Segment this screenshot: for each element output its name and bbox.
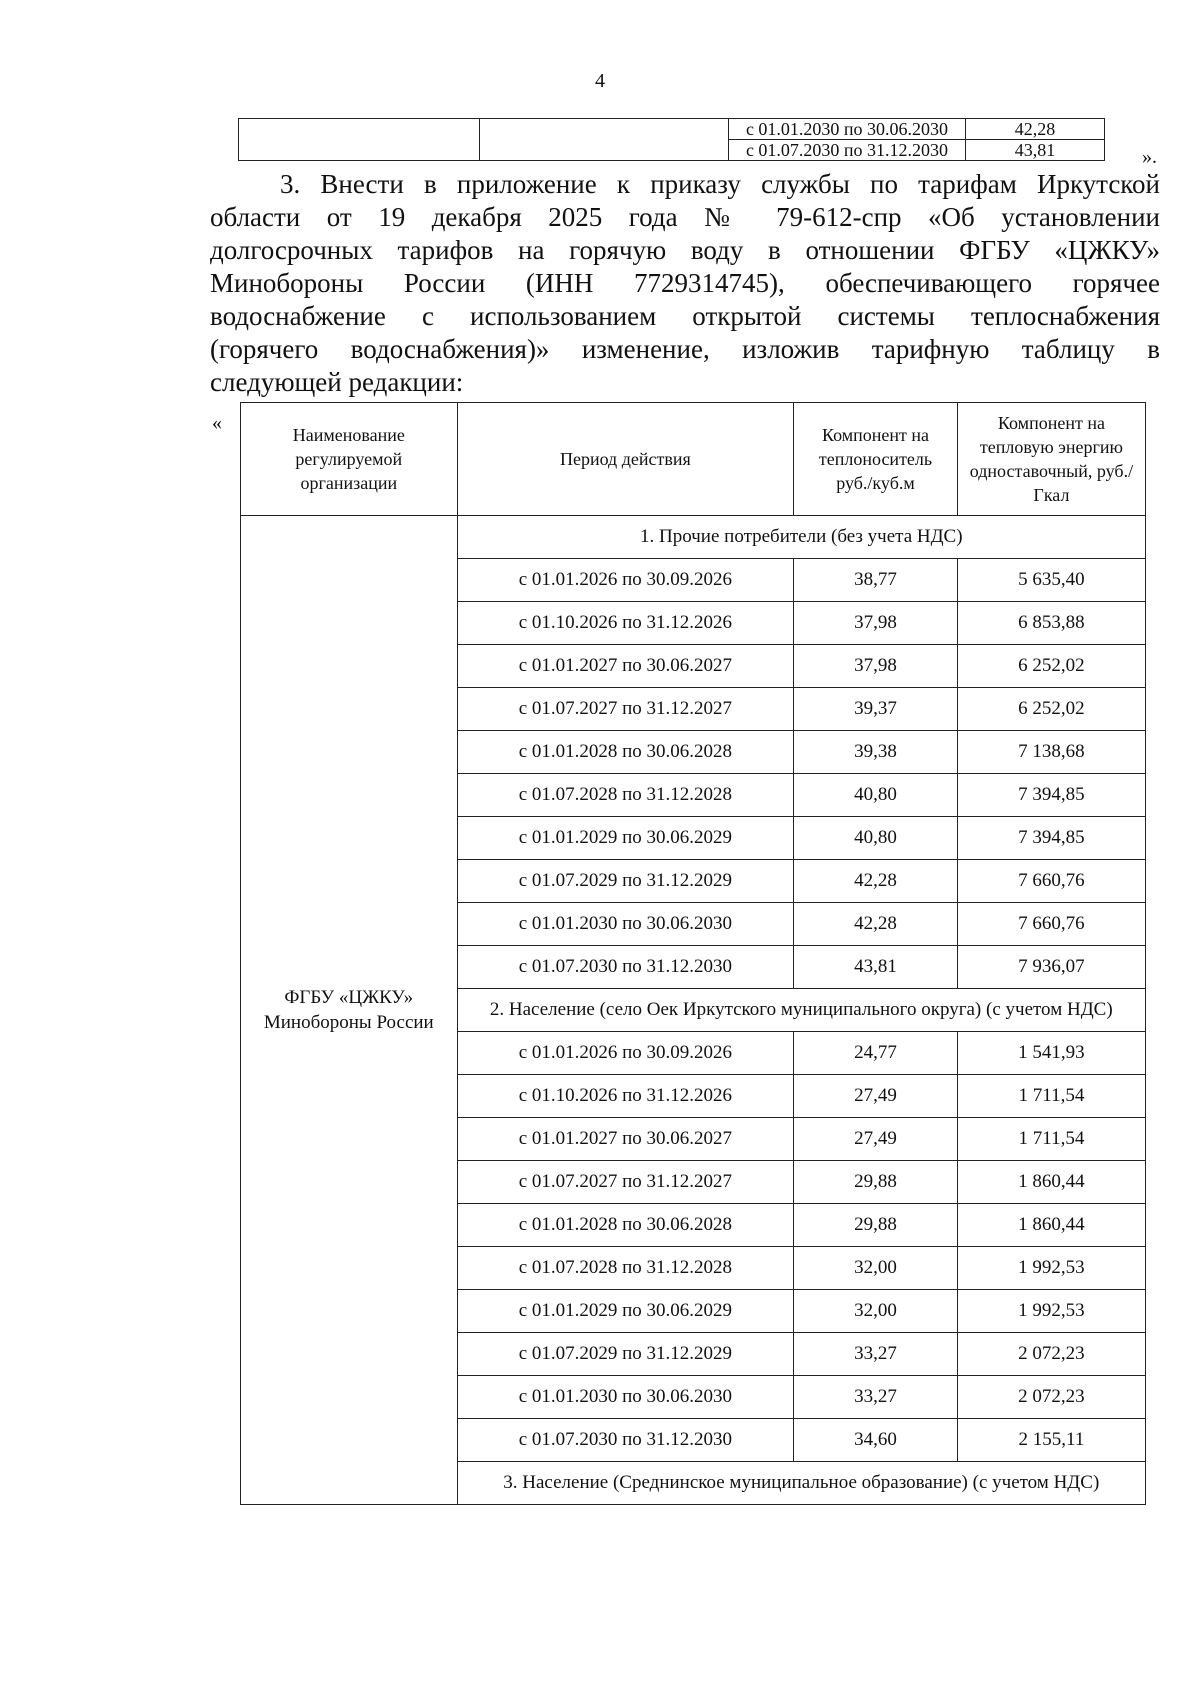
- paragraph-line: Минобороны России (ИНН 7729314745), обеспечивающего горячее: [210, 268, 1160, 298]
- period-cell: с 01.01.2030 по 30.06.2030: [457, 903, 794, 946]
- paragraph-line: (горячего водоснабжения)» изменение, изложив тарифную таблицу в: [210, 334, 1160, 364]
- paragraph-line: долгосрочных тарифов на горячую воду в отношении ФГБУ «ЦЖКУ»: [210, 235, 1160, 265]
- period-cell: с 01.07.2030 по 31.12.2030: [457, 1419, 794, 1462]
- energy-cell: 7 660,76: [957, 903, 1145, 946]
- period-cell: с 01.07.2028 по 31.12.2028: [457, 774, 794, 817]
- period-cell: с 01.10.2026 по 31.12.2026: [457, 602, 794, 645]
- carrier-cell: 29,88: [794, 1161, 958, 1204]
- section-title: 3. Население (Среднинское муниципальное образование) (с учетом НДС): [457, 1462, 1145, 1505]
- empty-cell: [480, 119, 729, 161]
- closing-quote: ».: [1142, 146, 1157, 168]
- energy-cell: 1 711,54: [957, 1118, 1145, 1161]
- energy-cell: 2 072,23: [957, 1376, 1145, 1419]
- carrier-cell: 33,27: [794, 1376, 958, 1419]
- period-cell: с 01.07.2030 по 31.12.2030: [457, 946, 794, 989]
- carrier-cell: 39,38: [794, 731, 958, 774]
- period-cell: с 01.01.2026 по 30.09.2026: [457, 559, 794, 602]
- energy-cell: 1 992,53: [957, 1247, 1145, 1290]
- header-energy: Компонент на тепловую энергию одноставочный, руб./Гкал: [957, 403, 1145, 516]
- paragraph-line: 3. Внести в приложение к приказу службы по тарифам Иркутской: [280, 169, 1160, 199]
- carrier-cell: 24,77: [794, 1032, 958, 1075]
- energy-cell: 6 853,88: [957, 602, 1145, 645]
- period-cell: с 01.01.2028 по 30.06.2028: [457, 731, 794, 774]
- section-row: [241, 516, 1146, 559]
- energy-cell: 7 394,85: [957, 774, 1145, 817]
- energy-cell: 1 860,44: [957, 1161, 1145, 1204]
- energy-cell: 7 138,68: [957, 731, 1145, 774]
- paragraph-line: водоснабжение с использованием открытой системы теплоснабжения: [210, 301, 1160, 331]
- carrier-cell: 43,81: [794, 946, 958, 989]
- energy-cell: 1 711,54: [957, 1075, 1145, 1118]
- carrier-cell: 34,60: [794, 1419, 958, 1462]
- opening-quote: «: [212, 412, 222, 434]
- table-header-row: [241, 403, 1146, 516]
- continuation-table: [238, 118, 1105, 161]
- period-cell: с 01.01.2027 по 30.06.2027: [457, 645, 794, 688]
- section-title: 1. Прочие потребители (без учета НДС): [457, 516, 1145, 559]
- period-cell: с 01.07.2027 по 31.12.2027: [457, 1161, 794, 1204]
- table-row: [239, 119, 1105, 140]
- period-cell: с 01.01.2029 по 30.06.2029: [457, 1290, 794, 1333]
- page-number: 4: [595, 70, 605, 92]
- period-cell: с 01.01.2030 по 30.06.2030: [457, 1376, 794, 1419]
- period-cell: с 01.07.2028 по 31.12.2028: [457, 1247, 794, 1290]
- energy-cell: 1 860,44: [957, 1204, 1145, 1247]
- carrier-cell: 38,77: [794, 559, 958, 602]
- energy-cell: 7 660,76: [957, 860, 1145, 903]
- header-carrier: Компонент на теплоноситель руб./куб.м: [794, 403, 958, 516]
- carrier-cell: 29,88: [794, 1204, 958, 1247]
- energy-cell: 7 394,85: [957, 817, 1145, 860]
- energy-cell: 2 072,23: [957, 1333, 1145, 1376]
- period-cell: с 01.07.2029 по 31.12.2029: [457, 860, 794, 903]
- period-cell: с 01.01.2030 по 30.06.2030: [729, 119, 966, 140]
- period-cell: с 01.01.2028 по 30.06.2028: [457, 1204, 794, 1247]
- energy-cell: 1 541,93: [957, 1032, 1145, 1075]
- empty-cell: [239, 119, 480, 161]
- carrier-cell: 32,00: [794, 1247, 958, 1290]
- energy-cell: 1 992,53: [957, 1290, 1145, 1333]
- paragraph-line: следующей редакции:: [210, 367, 464, 397]
- period-cell: с 01.07.2029 по 31.12.2029: [457, 1333, 794, 1376]
- carrier-cell: 32,00: [794, 1290, 958, 1333]
- period-cell: с 01.01.2026 по 30.09.2026: [457, 1032, 794, 1075]
- energy-cell: 2 155,11: [957, 1419, 1145, 1462]
- carrier-cell: 27,49: [794, 1118, 958, 1161]
- value-cell: 42,28: [966, 119, 1105, 140]
- energy-cell: 7 936,07: [957, 946, 1145, 989]
- value-cell: 43,81: [966, 140, 1105, 161]
- energy-cell: 6 252,02: [957, 688, 1145, 731]
- paragraph-line: области от 19 декабря 2025 года № 79-612-спр «Об установлении: [210, 202, 1160, 232]
- organization-name-line: ФГБУ «ЦЖКУ»: [284, 987, 414, 1008]
- carrier-cell: 27,49: [794, 1075, 958, 1118]
- organization-name-line: Минобороны России: [263, 1012, 434, 1033]
- header-org: Наименование регулируемой организации: [241, 403, 458, 516]
- header-period: Период действия: [457, 403, 794, 516]
- amendment-paragraph: [210, 168, 1160, 399]
- energy-cell: 6 252,02: [957, 645, 1145, 688]
- carrier-cell: 40,80: [794, 774, 958, 817]
- carrier-cell: 42,28: [794, 903, 958, 946]
- section-title: 2. Население (село Оек Иркутского муниципального округа) (с учетом НДС): [457, 989, 1145, 1032]
- table-body: [241, 516, 1146, 1505]
- carrier-cell: 37,98: [794, 645, 958, 688]
- carrier-cell: 39,37: [794, 688, 958, 731]
- carrier-cell: 37,98: [794, 602, 958, 645]
- carrier-cell: 42,28: [794, 860, 958, 903]
- period-cell: с 01.01.2027 по 30.06.2027: [457, 1118, 794, 1161]
- period-cell: с 01.01.2029 по 30.06.2029: [457, 817, 794, 860]
- carrier-cell: 40,80: [794, 817, 958, 860]
- period-cell: с 01.07.2030 по 31.12.2030: [729, 140, 966, 161]
- organization-cell: [241, 516, 458, 1505]
- period-cell: с 01.10.2026 по 31.12.2026: [457, 1075, 794, 1118]
- carrier-cell: 33,27: [794, 1333, 958, 1376]
- period-cell: с 01.07.2027 по 31.12.2027: [457, 688, 794, 731]
- energy-cell: 5 635,40: [957, 559, 1145, 602]
- tariff-table: [240, 402, 1146, 1505]
